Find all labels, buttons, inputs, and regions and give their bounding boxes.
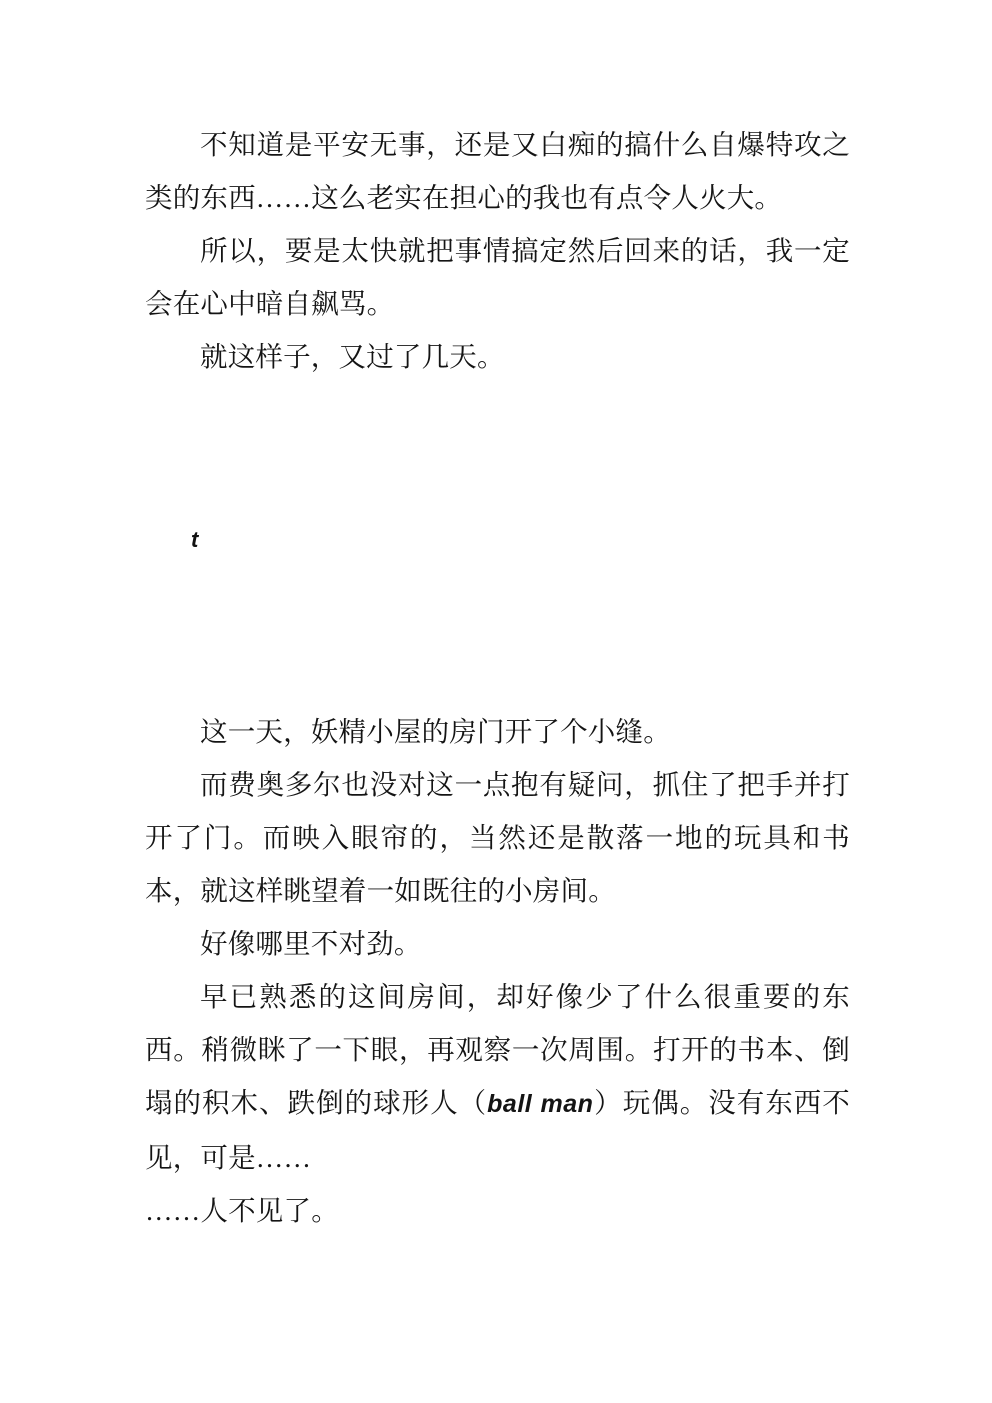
paragraph: ……人不见了。: [145, 1195, 339, 1226]
paragraph: 而费奥多尔也没对这一点抱有疑问，抓住了把手并打开了门。而映入眼帘的，当然还是散落一地的玩具和书本，就这样眺望着一如既往的小房间。: [145, 769, 850, 906]
paragraph: 不知道是平安无事，还是又白痴的搞什么自爆特攻之类的东西……这么老实在担心的我也有点令人火大。: [145, 129, 850, 213]
upper-text-block: [145, 118, 850, 383]
paragraph-text-tail: ）玩偶。没有东西不见，可是……: [145, 1087, 850, 1173]
paragraph: 这一天，妖精小屋的房门开了个小缝。: [200, 716, 671, 747]
blank-gap-region: [145, 395, 850, 695]
paragraph: 好像哪里不对劲。: [200, 928, 422, 959]
paragraph: 所以，要是太快就把事情搞定然后回来的话，我一定会在心中暗自飙骂。: [145, 235, 850, 319]
paragraph-with-emphasis: [145, 970, 850, 1184]
paragraph: 就这样子，又过了几天。: [200, 341, 505, 372]
paragraph-text-lead: 早已熟悉的这间房间，却好像少了什么很重要的东西。稍微眯了一下眼，再观察一次周围。打开的书本、倒塌的积木、跌倒的球形人（: [145, 981, 850, 1118]
lower-text-block: [145, 705, 850, 1237]
stray-glyph-mark: t: [191, 527, 199, 552]
emphasis-latin-term: ball man: [487, 1090, 594, 1118]
